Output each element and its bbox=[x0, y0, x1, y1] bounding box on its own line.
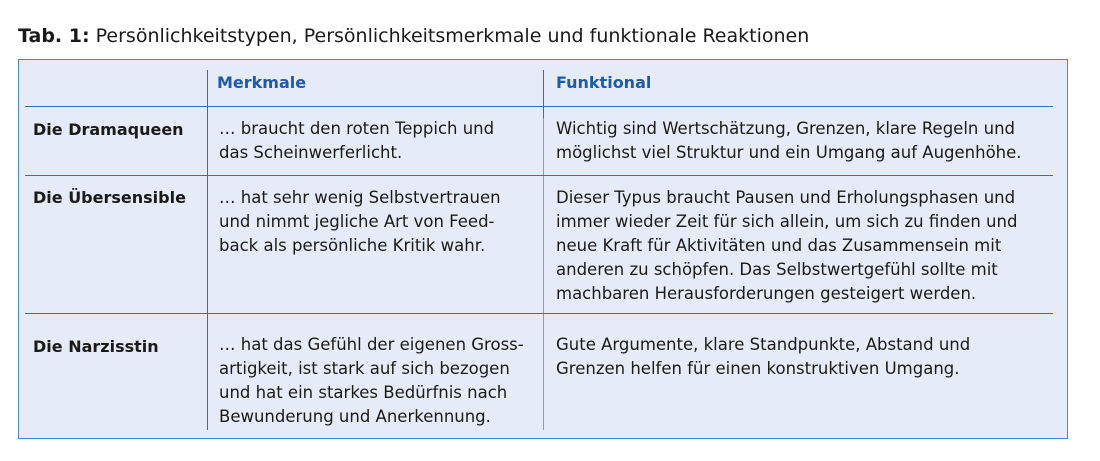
row-funktional-narzisstin bbox=[556, 333, 970, 381]
row-separator-1 bbox=[25, 175, 1053, 176]
text-line: Grenzen helfen für einen konstruktiven Umgang. bbox=[556, 359, 960, 378]
table-caption-label: Tab. 1: bbox=[18, 25, 90, 47]
header-merkmale: Merkmale bbox=[217, 73, 307, 92]
table-caption bbox=[18, 24, 809, 48]
row-merkmale-uebersensible bbox=[219, 186, 501, 258]
text-line: Dieser Typus braucht Pausen und Erholungsphasen und bbox=[556, 188, 1016, 207]
text-line: und hat ein starkes Bedürfnis nach bbox=[219, 383, 508, 402]
text-line: artigkeit, ist stark auf sich bezogen bbox=[219, 359, 510, 378]
text-line: … hat das Gefühl der eigenen Gross- bbox=[219, 335, 524, 354]
text-line: immer wieder Zeit für sich allein, um sich zu finden und bbox=[556, 212, 1018, 231]
row-funktional-dramaqueen bbox=[556, 117, 1022, 165]
row-type-narzisstin: Die Narzisstin bbox=[33, 337, 159, 356]
text-line: und nimmt jegliche Art von Feed- bbox=[219, 212, 495, 231]
text-line: neue Kraft für Aktivitäten und das Zusammensein mit bbox=[556, 236, 1002, 255]
row-type-uebersensible: Die Übersensible bbox=[33, 188, 186, 207]
text-line: Gute Argumente, klare Standpunkte, Abstand und bbox=[556, 335, 971, 354]
row-merkmale-dramaqueen bbox=[219, 117, 494, 165]
text-line: möglichst viel Struktur und ein Umgang auf Augenhöhe. bbox=[556, 143, 1022, 162]
text-line: Wichtig sind Wertschätzung, Grenzen, klare Regeln und bbox=[556, 119, 1016, 138]
text-line: back als persönliche Kritik wahr. bbox=[219, 236, 486, 255]
text-line: das Scheinwerferlicht. bbox=[219, 143, 403, 162]
column-divider-2-header bbox=[543, 70, 544, 120]
text-line: … braucht den roten Teppich und bbox=[219, 119, 495, 138]
header-funktional: Funktional bbox=[556, 73, 652, 92]
table-caption-text: Persönlichkeitstypen, Persönlichkeitsmerkmale und funktionale Reaktionen bbox=[89, 25, 810, 47]
text-line: machbaren Herausforderungen gesteigert werden. bbox=[556, 284, 977, 303]
row-type-dramaqueen: Die Dramaqueen bbox=[33, 120, 184, 139]
row-merkmale-narzisstin bbox=[219, 333, 524, 429]
column-divider-2 bbox=[543, 118, 544, 430]
text-line: anderen zu schöpfen. Das Selbstwertgefühl sollte mit bbox=[556, 260, 998, 279]
column-divider-1 bbox=[207, 70, 208, 430]
text-line: … hat sehr wenig Selbstvertrauen bbox=[219, 188, 501, 207]
header-separator bbox=[25, 106, 1053, 107]
row-funktional-uebersensible bbox=[556, 186, 1017, 306]
personality-table bbox=[18, 59, 1068, 439]
row-separator-2 bbox=[25, 313, 1053, 314]
text-line: Bewunderung und Anerkennung. bbox=[219, 407, 491, 426]
